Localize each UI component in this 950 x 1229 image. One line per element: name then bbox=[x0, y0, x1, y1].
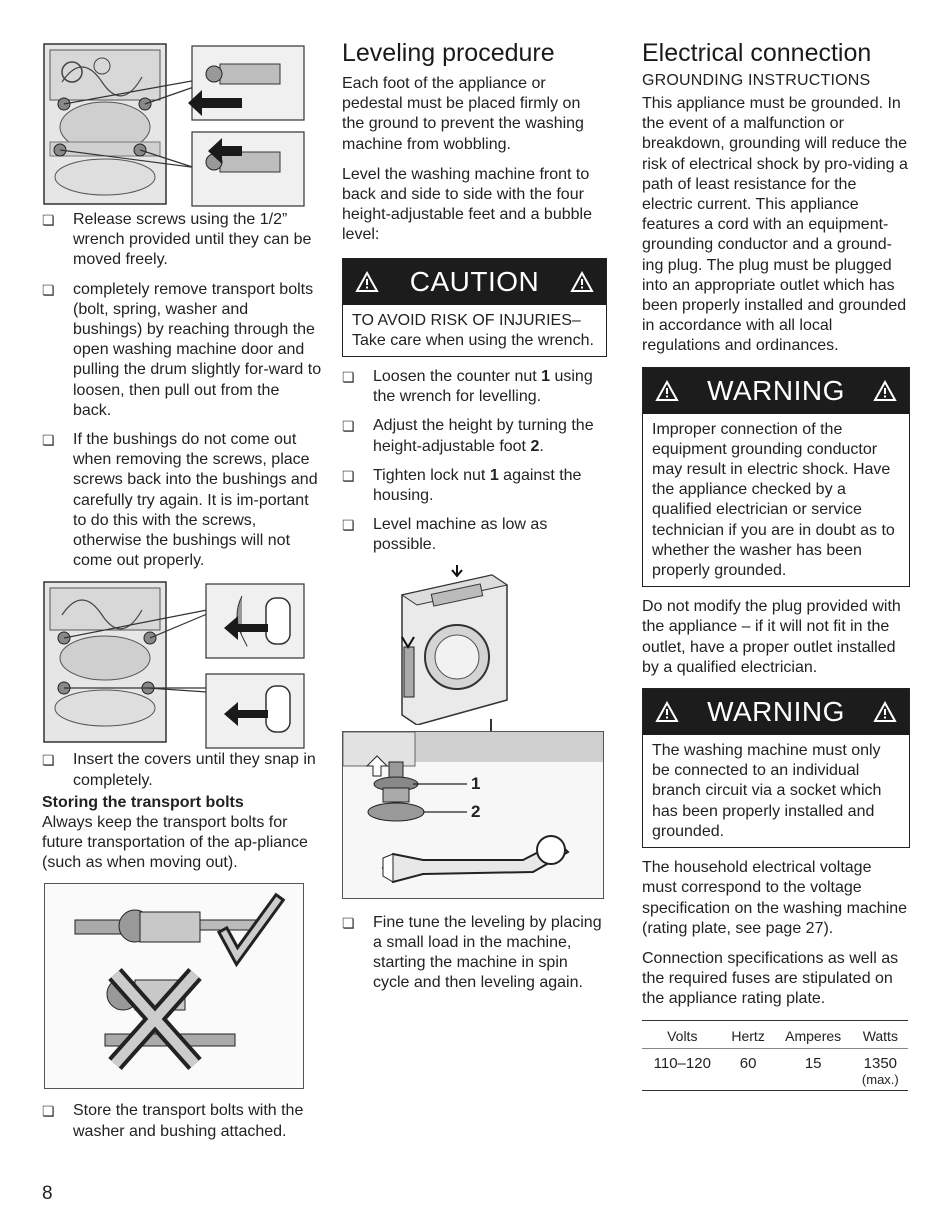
store-steps-list bbox=[42, 1101, 322, 1141]
list-item: ❏ Release screws using the 1/2” wrench provided until they can be moved freely. bbox=[42, 210, 322, 271]
warning-text: The washing machine must only be connected to an individual branch circuit via a socket which has been properly installed and grounded. bbox=[652, 742, 882, 840]
covers-steps-list bbox=[42, 750, 322, 790]
leveling-para-1: Each foot of the appliance or pedestal must be placed firmly on the ground to prevent the washing machine from wobbling. bbox=[342, 75, 584, 153]
washer-front-illustration bbox=[342, 565, 604, 725]
warning-triangle-icon bbox=[655, 701, 679, 723]
grounding-subheading: GROUNDING INSTRUCTIONS bbox=[642, 72, 871, 89]
plug-para: Do not modify the plug provided with the appliance – if it will not fit in the outlet, have a proper outlet installed by a qualified electrician. bbox=[642, 598, 901, 676]
caution-box bbox=[342, 258, 607, 357]
warning-header bbox=[643, 368, 909, 414]
caution-title: CAUTION bbox=[409, 265, 540, 297]
warning-text: Improper connection of the equipment grounding conductor may result in electric shock. Have the appliance checked by a qualified electrician or service technician if you are in doubt as to whether the washer has been properly grounded. bbox=[652, 420, 895, 580]
warning-title: WARNING bbox=[707, 374, 845, 406]
column-2 bbox=[342, 38, 607, 1002]
warning-box-2 bbox=[642, 688, 910, 848]
table-header: Hertz bbox=[723, 1020, 774, 1048]
table-row bbox=[642, 1048, 908, 1090]
caution-text: TO AVOID RISK OF INJURIES– Take care when using the wrench. bbox=[352, 311, 594, 349]
specs-para: Connection specifications as well as the required fuses are stipulated on the appliance rating plate. bbox=[642, 949, 899, 1008]
list-item: ❏ completely remove transport bolts (bolt, spring, washer and bushings) by reaching through the open washing machine door and pulling the drum slightly for-ward to loosen, then pull out from the back. bbox=[42, 280, 322, 421]
list-item: ❏ Tighten lock nut 1 against the housing. bbox=[342, 466, 607, 506]
list-item: ❏ Loosen the counter nut 1 using the wrench for levelling. bbox=[342, 367, 607, 407]
table-cell: 110–120 bbox=[653, 1054, 711, 1072]
warning-triangle-icon bbox=[873, 701, 897, 723]
list-item: ❏ Fine tune the leveling by placing a small load in the machine, starting the machine in spin cycle and then leveling again. bbox=[342, 913, 607, 994]
voltage-para: The household electrical voltage must correspond to the voltage specification on the washing machine (rating plate, see page 27). bbox=[642, 859, 908, 937]
grounding-para: This appliance must be grounded. In the event of a malfunction or breakdown, grounding will reduce the risk of electrical shock by pro-viding a path of least resistance for the electric current. This appliance features a cord with an equipment-grounding conductor and a ground-ing plug. The plug must be plugged into an appropriate outlet which has been properly installed and grounded in accordance with all local regulations and ordinances. bbox=[642, 95, 908, 355]
column-1 bbox=[42, 38, 322, 1151]
warning-box-1 bbox=[642, 367, 910, 588]
warning-title: WARNING bbox=[707, 696, 845, 728]
storing-title: Storing the transport bolts bbox=[42, 793, 244, 811]
figure-release-screws bbox=[42, 42, 322, 210]
list-item: ❏ Insert the covers until they snap in completely. bbox=[42, 750, 322, 790]
table-cell: 60 bbox=[739, 1054, 757, 1072]
list-item: ❏ Store the transport bolts with the washer and bushing attached. bbox=[42, 1101, 322, 1141]
table-header: Watts bbox=[853, 1020, 908, 1048]
table-cell: 15 bbox=[804, 1054, 822, 1072]
max-note: (max.) bbox=[861, 1071, 899, 1087]
table-cell: 1350 (max.) bbox=[853, 1048, 908, 1090]
storing-text: Always keep the transport bolts for future transportation of the ap-pliance (such as when moving out). bbox=[42, 813, 308, 872]
figure-washer-leveling bbox=[342, 565, 604, 725]
leveling-heading: Leveling procedure bbox=[342, 39, 555, 67]
fine-tune-list bbox=[342, 913, 607, 994]
electrical-spec-table bbox=[642, 1020, 908, 1091]
electrical-heading: Electrical connection bbox=[642, 39, 872, 67]
warning-triangle-icon bbox=[355, 271, 379, 293]
figure-label-2: 2 bbox=[471, 801, 481, 821]
page-number: 8 bbox=[42, 1183, 53, 1204]
figure-transport-bolts bbox=[44, 883, 304, 1089]
list-item: ❏ Adjust the height by turning the height-adjustable foot 2. bbox=[342, 416, 607, 456]
transport-bolts-illustration bbox=[45, 884, 303, 1088]
table-header: Volts bbox=[642, 1020, 723, 1048]
warning-triangle-icon bbox=[873, 380, 897, 402]
figure-foot-detail bbox=[342, 731, 604, 899]
washer-back-illustration bbox=[42, 42, 322, 210]
leveling-para-2: Level the washing machine front to back and side to side with the four height-adjustable feet and a bubble level: bbox=[342, 165, 592, 244]
list-item: ❏ If the bushings do not come out when removing the screws, place screws back into the bushings and carefully try again. It is im-portant to do this with the screws, otherwise the bushings will not come out properly. bbox=[42, 430, 322, 571]
washer-covers-illustration bbox=[42, 580, 322, 750]
figure-label-1: 1 bbox=[471, 773, 481, 793]
release-steps-list bbox=[42, 210, 322, 571]
figure-insert-covers bbox=[42, 580, 322, 750]
warning-header bbox=[643, 689, 909, 735]
list-item: ❏ Level machine as low as possible. bbox=[342, 515, 607, 555]
table-header: Amperes bbox=[774, 1020, 853, 1048]
warning-triangle-icon bbox=[655, 380, 679, 402]
column-3 bbox=[642, 38, 910, 1091]
warning-triangle-icon bbox=[570, 271, 594, 293]
leveling-steps-list bbox=[342, 367, 607, 556]
caution-header bbox=[343, 259, 606, 305]
table-header-row bbox=[642, 1020, 908, 1048]
